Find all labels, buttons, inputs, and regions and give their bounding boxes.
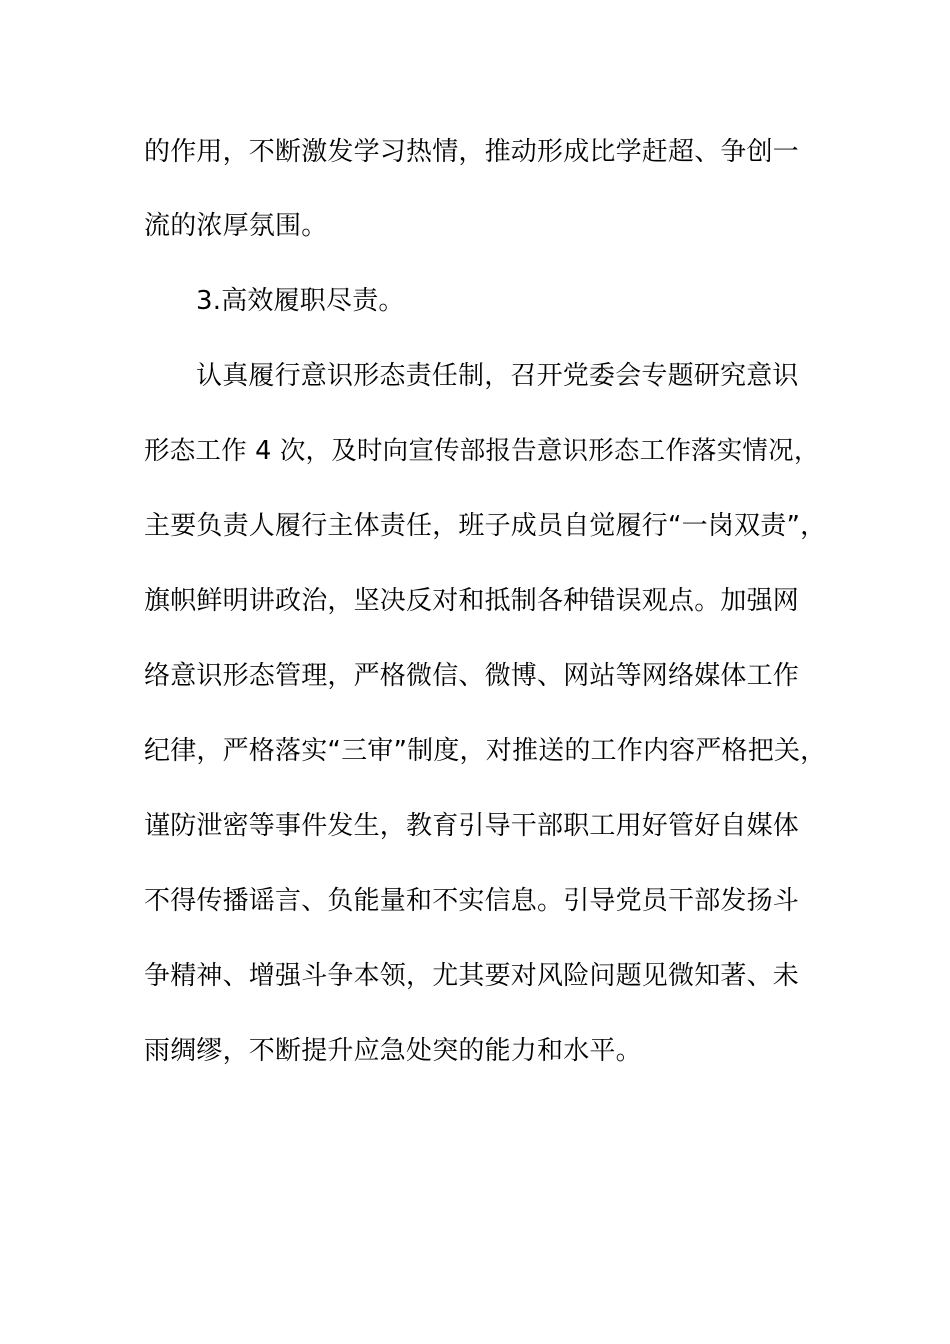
paragraph-first-line: 认真履行意识形态责任制，召开党委会专题研究意识 [196, 361, 799, 391]
paragraph-line: 主要负责人履行主体责任，班子成员自觉履行“一岗双责”， [144, 511, 827, 541]
paragraph-last-line: 雨绸缪，不断提升应急处突的能力和水平。 [144, 1036, 642, 1066]
paragraph-line: 谨防泄密等事件发生，教育引导干部职工用好管好自媒体 [144, 811, 800, 841]
paragraph-line: 形态工作 4 次，及时向宣传部报告意识形态工作落实情况， [144, 436, 820, 466]
paragraph-line: 争精神、增强斗争本领，尤其要对风险问题见微知著、未 [144, 961, 800, 991]
paragraph-continuation-line: 流的浓厚氛围。 [144, 211, 328, 241]
paragraph-line: 旗帜鲜明讲政治，坚决反对和抵制各种错误观点。加强网 [144, 586, 800, 616]
paragraph-line: 纪律，严格落实“三审”制度，对推送的工作内容严格把关， [144, 736, 827, 766]
section-heading: 3.高效履职尽责。 [196, 286, 405, 316]
paragraph-continuation-line: 的作用，不断激发学习热情，推动形成比学赶超、争创一 [144, 137, 800, 167]
paragraph-line: 络意识形态管理，严格微信、微博、网站等网络媒体工作 [144, 661, 800, 691]
paragraph-line: 不得传播谣言、负能量和不实信息。引导党员干部发扬斗 [144, 886, 800, 916]
